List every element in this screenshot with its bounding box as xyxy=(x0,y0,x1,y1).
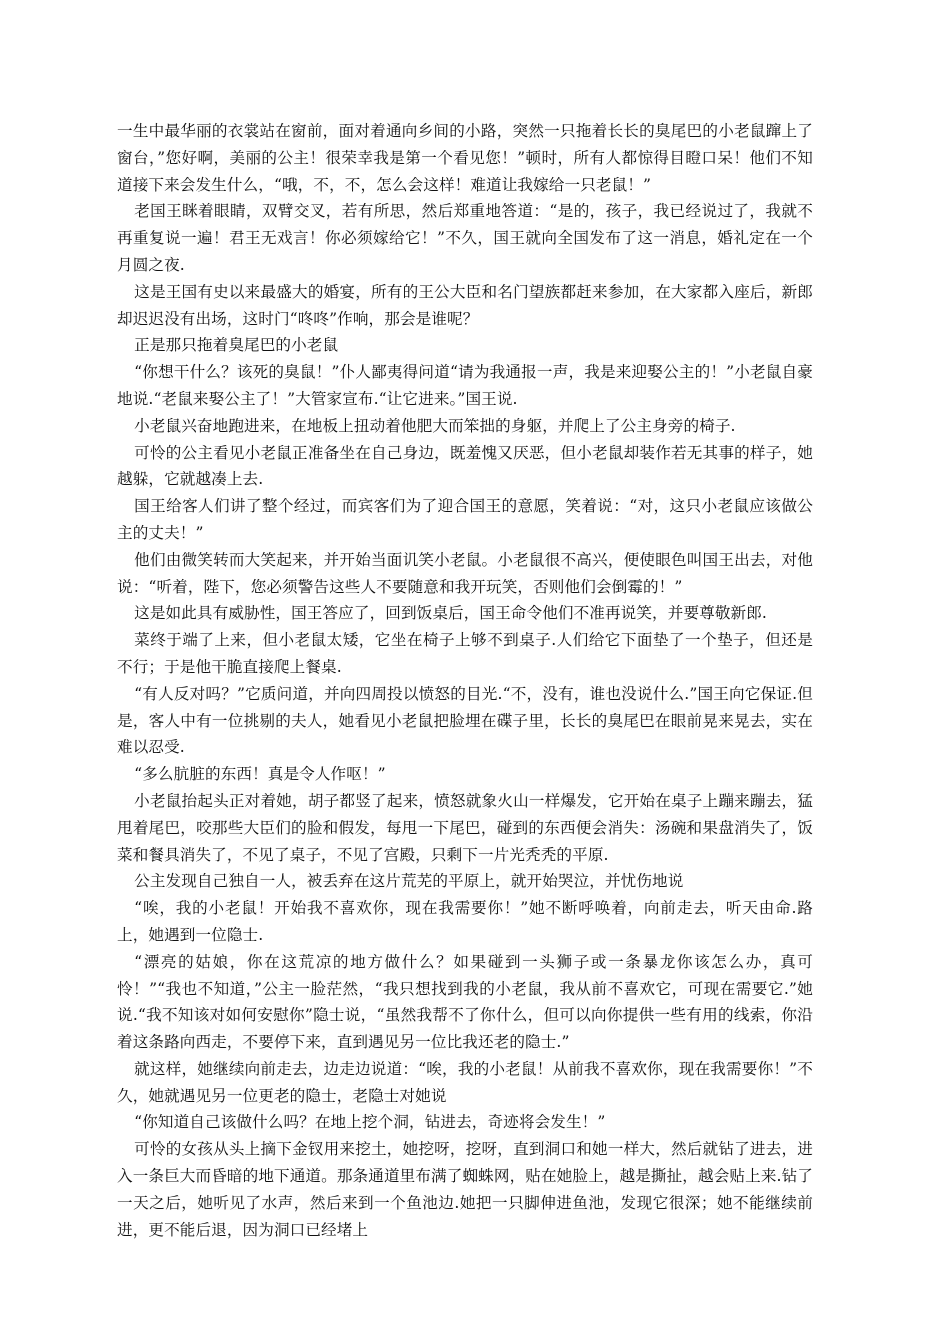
paragraph-17: “漂亮的姑娘，你在这荒凉的地方做什么？如果碰到一头狮子或一条暴龙你该怎么办，真可怜！”“我也不知道，”公主一脸茫然，“我只想找到我的小老鼠，我从前不喜欢它，可现在需要它.”她说.“我不知该对如何安慰你”隐士说，“虽然我帮不了你什么，但可以向你提供一些有用的线索，你沿着这条路向西走，不要停下来，直到遇见另一位比我还老的隐士.” xyxy=(117,952,813,1052)
paragraph-14: 小老鼠抬起头正对着她，胡子都竖了起来，愤怒就象火山一样爆发，它开始在桌子上蹦来蹦去，猛甩着尾巴，咬那些大臣们的脸和假发，每甩一下尾巴，碰到的东西便会消失：汤碗和果盘消失了，饭菜和餐具消失了，不见了桌子，不见了宫殿，只剩下一片光秃秃的平原. xyxy=(117,791,813,864)
paragraph-20: 可怜的女孩从头上摘下金钗用来挖土，她挖呀，挖呀，直到洞口和她一样大，然后就钻了进去，进入一条巨大而昏暗的地下通道。那条通道里布满了蜘蛛网，贴在她脸上，越是撕扯，越会贴上来.钻了一天之后，她听见了水声，然后来到一个鱼池边.她把一只脚伸进鱼池，发现它很深；她不能继续前进，更不能后退，因为洞口已经堵上 xyxy=(117,1140,813,1239)
paragraph-18: 就这样，她继续向前走去，边走边说道：“唉，我的小老鼠！从前我不喜欢你，现在我需要你！”不久，她就遇见另一位更老的隐士，老隐士对她说 xyxy=(117,1059,813,1105)
paragraph-3: 这是王国有史以来最盛大的婚宴，所有的王公大臣和名门望族都赶来参加，在大家都入座后，新郎却迟迟没有出场，这时门“咚咚”作响，那会是谁呢？ xyxy=(117,282,813,328)
paragraph-5: “你想干什么？该死的臭鼠！”仆人鄙夷得问道“请为我通报一声，我是来迎娶公主的！”小老鼠自豪地说.“老鼠来娶公主了！”大管家宣布.“让它进来。”国王说. xyxy=(117,363,813,408)
paragraph-12: “有人反对吗？”它质问道，并向四周投以愤怒的目光.“不，没有，谁也没说什么.”国王向它保证.但是，客人中有一位挑剔的夫人，她看见小老鼠把脸埋在碟子里，长长的臭尾巴在眼前晃来晃去，实在难以忍受. xyxy=(117,684,813,757)
paragraph-8: 国王给客人们讲了整个经过，而宾客们为了迎合国王的意愿，笑着说：“对，这只小老鼠应该做公主的丈夫！” xyxy=(117,497,813,542)
paragraph-7: 可怜的公主看见小老鼠正准备坐在自己身边，既羞愧又厌恶，但小老鼠却装作若无其事的样子，她越躲，它就越凑上去. xyxy=(117,443,813,489)
paragraph-19: “你知道自己该做什么吗？在地上挖个洞，钻进去，奇迹将会发生！” xyxy=(134,1113,606,1132)
paragraph-4: 正是那只拖着臭尾巴的小老鼠 xyxy=(134,336,339,355)
paragraph-6: 小老鼠兴奋地跑进来，在地板上扭动着他肥大而笨拙的身躯，并爬上了公主身旁的椅子. xyxy=(134,416,736,435)
paragraph-11: 菜终于端了上来，但小老鼠太矮，它坐在椅子上够不到桌子.人们给它下面垫了一个垫子，但还是不行；于是他干脆直接爬上餐桌. xyxy=(117,631,813,676)
paragraph-15: 公主发现自己独自一人，被丢弃在这片荒芜的平原上，就开始哭泣，并忧伤地说 xyxy=(134,872,684,891)
paragraph-9: 他们由微笑转而大笑起来，并开始当面讥笑小老鼠。小老鼠很不高兴，便使眼色叫国王出去，对他说：“听着，陛下，您必须警告这些人不要随意和我开玩笑，否则他们会倒霉的！” xyxy=(117,550,813,596)
document-page xyxy=(117,118,813,1243)
paragraph-13: “多么肮脏的东西！真是令人作呕！” xyxy=(134,765,386,784)
paragraph-10: 这是如此具有威胁性，国王答应了，回到饭桌后，国王命令他们不准再说笑，并要尊敬新郎. xyxy=(134,604,767,623)
paragraph-16: “唉，我的小老鼠！开始我不喜欢你，现在我需要你！”她不断呼唤着，向前走去，听天由命.路上，她遇到一位隐士. xyxy=(117,899,813,944)
paragraph-2: 老国王眯着眼睛，双臂交叉，若有所思，然后郑重地答道：“是的，孩子，我已经说过了，我就不再重复说一遍！君王无戏言！你必须嫁给它！”不久，国王就向全国发布了这一消息，婚礼定在一个月圆之夜. xyxy=(117,202,813,274)
paragraph-1: 一生中最华丽的衣裳站在窗前，面对着通向乡间的小路，突然一只拖着长长的臭尾巴的小老鼠蹿上了窗台，”您好啊，美丽的公主！很荣幸我是第一个看见您！”顿时，所有人都惊得目瞪口呆！他们不知道接下来会发生什么，“哦，不，不，怎么会这样！难道让我嫁给一只老鼠！” xyxy=(117,122,813,194)
